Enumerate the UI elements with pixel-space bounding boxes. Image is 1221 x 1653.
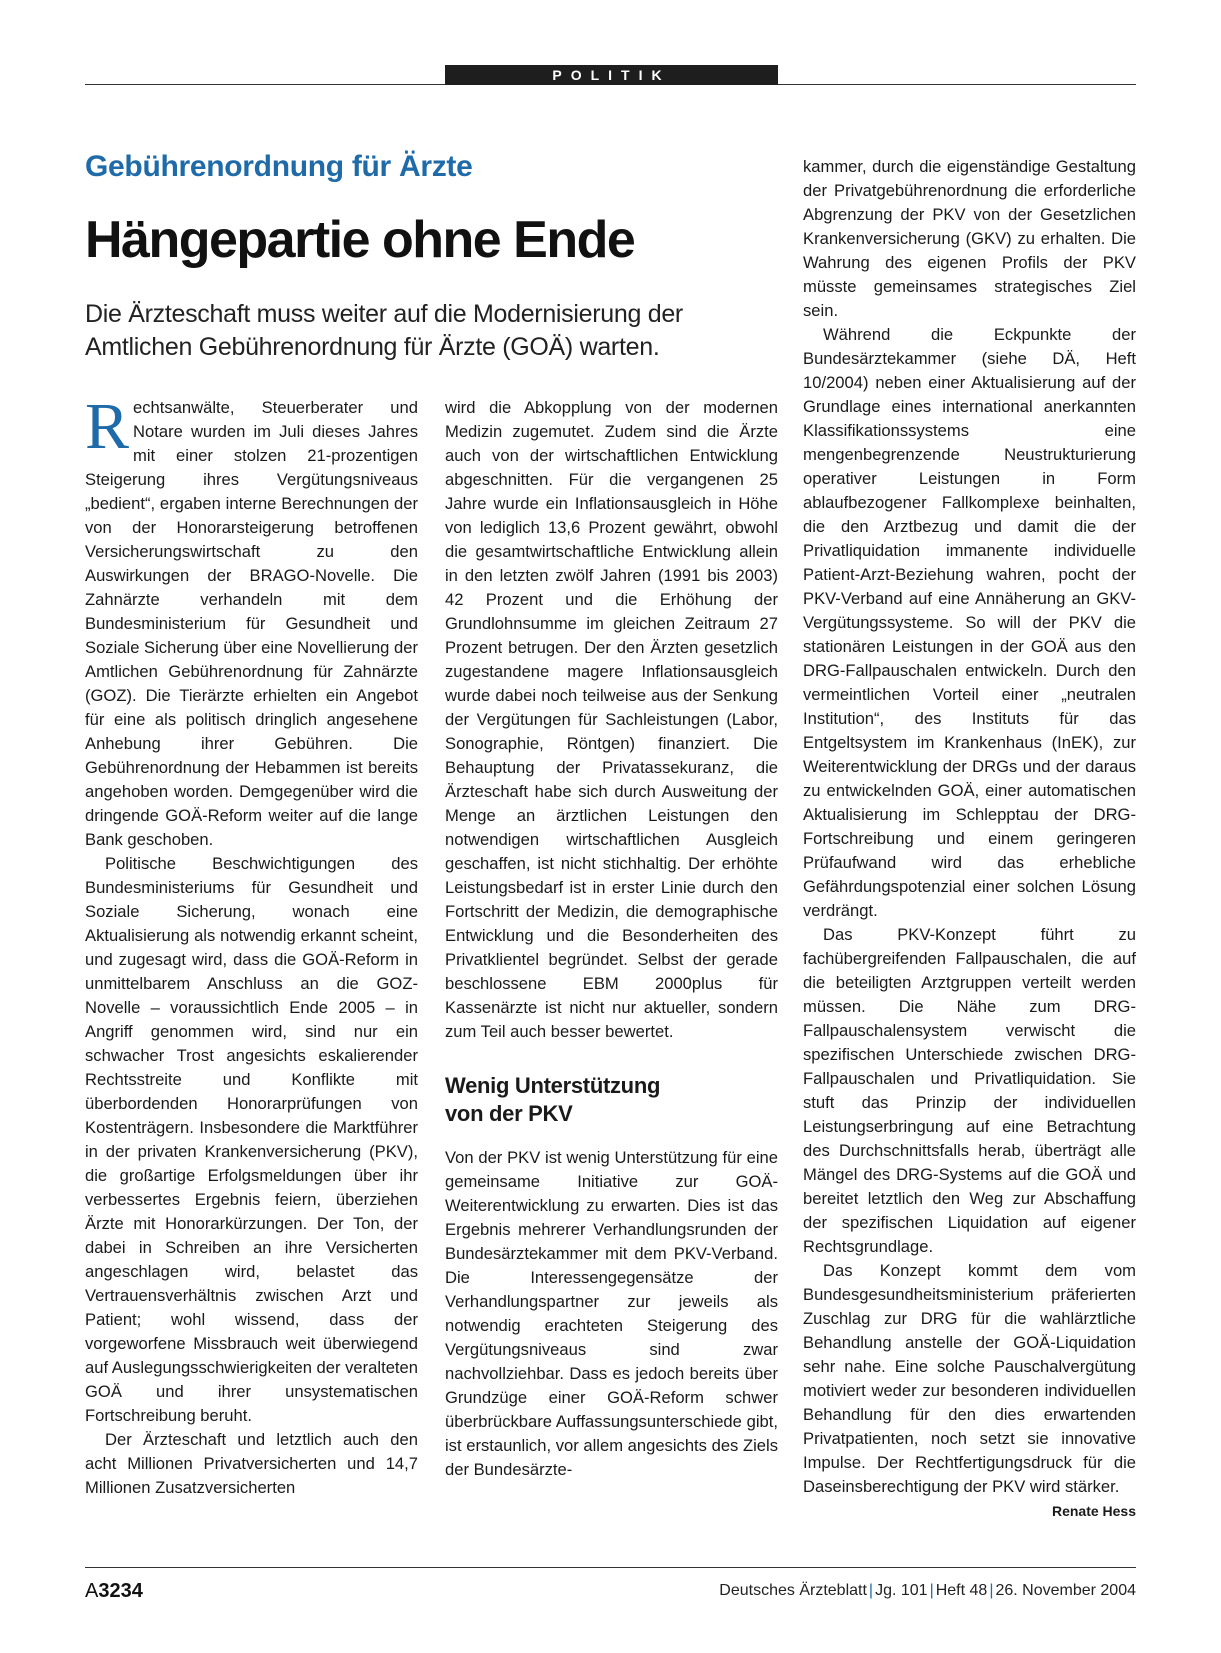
text-column-3 bbox=[803, 155, 1136, 1523]
paragraph: Das PKV-Konzept führt zu fachübergreifenden Fallpauschalen, die auf die beteiligten Arztgruppen verteilt werden müssen. Die Nähe zum DRG-Fallpauschalensystem verwischt die spezifischen Unterschiede zwischen DRG-Fallpauschalen und Privatliquidation. Sie stuft das Prinzip der individuellen Leistungserbringung auf eine Betrachtung des Durchschnittsfalls herab, überträgt alle Mängel des DRG-Systems auf die GOÄ und bereitet letztlich den Weg zur Abschaffung der spezifischen Liquidation auf eigener Rechtsgrundlage. bbox=[803, 925, 1136, 1256]
paragraph: kammer, durch die eigenständige Gestaltung der Privatgebührenordnung die erforderliche Abgrenzung der PKV von der Gesetzlichen Krankenversicherung (GKV) zu erhalten. Die Wahrung des eigenen Profils der PKV müsste gemeinsames strategisches Ziel sein. bbox=[803, 157, 1136, 320]
volume: Jg. 101 bbox=[875, 1582, 928, 1599]
separator: | bbox=[989, 1582, 994, 1599]
article-kicker: Gebührenordnung für Ärzte bbox=[85, 150, 473, 183]
text-column-2 bbox=[445, 396, 778, 1482]
issue-date: 26. November 2004 bbox=[995, 1582, 1136, 1599]
paragraph bbox=[803, 1259, 1136, 1519]
page-number bbox=[85, 1580, 143, 1603]
paragraph: Von der PKV ist wenig Unterstützung für eine gemeinsame Initiative zur GOÄ-Weiterentwicklung zu erwarten. Dies ist das Ergebnis mehrerer Verhandlungsrunden der Bundesärztekammer mit dem PKV-Verband. Die Interessengegensätze der Verhandlungspartner zur jeweils als notwendig erachteten Steigerung des Vergütungsniveaus sind zwar nachvollziehbar. Dass es jedoch bereits über Grundzüge einer GOÄ-Reform schwer überbrückbare Auffassungsunterschiede gibt, ist erstaunlich, vor allem angesichts des Ziels der Bundesärzte- bbox=[445, 1148, 778, 1479]
subheading-line: Wenig Unterstützung bbox=[445, 1073, 661, 1098]
text-column-1 bbox=[85, 390, 419, 1500]
paragraph: Politische Beschwichtigungen des Bundesministeriums für Gesundheit und Soziale Sicherung, wonach eine Aktualisierung als notwendig erkannt scheint, und zugesagt wird, dass die GOÄ-Reform in unmittelbarem Anschluss an die GOZ-Novelle – voraussichtlich Ende 2005 – in Angriff genommen wird, sind nur ein schwacher Trost angesichts eskalierender Rechtsstreite und Konflikte mit überbordenden Honorarprüfungen von Kostenträgern. Insbesondere die Marktführer in der privaten Krankenversicherung (PKV), die großartige Erfolgsmeldungen über ihr verbessertes Ergebnis feiern, überziehen Ärzte mit Honorarkürzungen. Der Ton, der dabei in Schreiben an ihre Versicherten angeschlagen wird, belastet das Vertrauensverhältnis zwischen Arzt und Patient; wohl wissend, dass der vorgeworfene Missbrauch weit überwiegend auf Auslegungsschwierigkeiten der veralteten GOÄ und ihrer unsystematischen Fortschreibung beruht. bbox=[85, 854, 419, 1425]
journal-name: Deutsches Ärzteblatt bbox=[719, 1582, 867, 1599]
section-label: POLITIK bbox=[445, 65, 778, 85]
paragraph-text: echtsanwälte, Steuerberater und Notare wurden im Juli dieses Jahres mit einer stolzen 21-prozentigen Steigerung ihres Vergütungsniveaus „bedient“, ergaben interne Berechnungen der von der Honorarsteigerung betroffenen Versicherungswirtschaft zu den Auswirkungen der BRAGO-Novelle. Die Zahnärzte verhandeln mit dem Bundesministerium für Gesundheit und Soziale Sicherung über eine Novellierung der Amtlichen Gebührenordnung für Zahnärzte (GOZ). Die Tierärzte erhielten ein Angebot für eine als politisch dringlich angesehene Anhebung ihrer Gebühren. Die Gebührenordnung der Hebammen ist bereits angehoben worden. Demgegenüber wird die dringende GOÄ-Reform weiter auf die lange Bank geschoben. bbox=[85, 398, 419, 849]
issue: Heft 48 bbox=[935, 1582, 988, 1599]
paragraph-text: Das Konzept kommt dem vom Bundesgesundheitsministerium präferierten Zuschlag zur DRG für die wahlärztliche Behandlung anstelle der GOÄ-Liquidation sehr nahe. Eine solche Pauschalvergütung motiviert weder zur besonderen individuellen Behandlung für den dies erwartenden Privatpatienten, noch setzt sie innovative Impulse. Der Rechtfertigungsdruck für die Daseinsberechtigung der PKV wird stärker. bbox=[803, 1261, 1136, 1496]
paragraph: wird die Abkopplung von der modernen Medizin zugemutet. Zudem sind die Ärzte auch von der wirtschaftlichen Entwicklung abgeschnitten. Für die vergangenen 25 Jahre wurde ein Inflationsausgleich in Höhe von lediglich 13,6 Prozent gewährt, obwohl die gesamtwirtschaftliche Entwicklung allein in den letzten zwölf Jahren (1991 bis 2003) 42 Prozent und die Erhöhung der Grundlohnsumme im gleichen Zeitraum 27 Prozent betrugen. Der den Ärzten gesetzlich zugestandene magere Inflationsausgleich wurde dabei noch teilweise aus der Senkung der Vergütungen für Sachleistungen (Labor, Sonographie, Röntgen) finanziert. Die Behauptung der Privatassekuranz, die Ärzteschaft habe sich durch Ausweitung der Menge an ärztlichen Leistungen den notwendigen wirtschaftlichen Ausgleich geschaffen, ist nicht stichhaltig. Der erhöhte Leistungsbedarf ist in erster Linie durch den Fortschritt der Medizin, die demographische Entwicklung und die Besonderheiten des Privatklientel begründet. Selbst der gerade beschlossene EBM 2000plus für Kassenärzte ist nicht nur aktueller, sondern zum Teil auch besser bewertet. bbox=[445, 398, 778, 1041]
paragraph: Der Ärzteschaft und letztlich auch den acht Millionen Privatversicherten und 14,7 Millionen Zusatzversicherten bbox=[85, 1430, 418, 1497]
paragraph: Während die Eckpunkte der Bundesärztekammer (siehe DÄ, Heft 10/2004) neben einer Aktualisierung auf der Grundlage eines international anerkannten Klassifikationssystems eine mengenbegrenzende Neustrukturierung operativer Leistungen in Form ablaufbezogener Fallkomplexe beinhalten, die den Arztbezug und damit die der Privatliquidation immanente individuelle Patient-Arzt-Beziehung wahren, pocht der PKV-Verband auf eine Annäherung an GKV-Vergütungssysteme. So will der PKV die stationären Leistungen in der GOÄ aus den DRG-Fallpauschalen entwickeln. Durch den vermeintlichen Vorteil einer „neutralen Institution“, des Instituts für das Entgeltsystem im Krankenhaus (InEK), zur Weiterentwicklung der DRGs und der daraus zu entwickelnden GOÄ, einer automatischen Aktualisierung im Schlepptau der DRG-Fortschreibung und einem geringeren Prüfaufwand wird das erhebliche Gefährdungspotenzial einer solchen Lösung verdrängt. bbox=[803, 325, 1136, 920]
page-prefix: A bbox=[85, 1580, 99, 1602]
footer-rule bbox=[85, 1567, 1136, 1568]
journal-info bbox=[719, 1582, 1136, 1600]
page-number-value: 3234 bbox=[98, 1580, 143, 1602]
drop-cap: R bbox=[85, 390, 130, 463]
subheading-line: von der PKV bbox=[445, 1101, 573, 1126]
author-name: Renate Hess bbox=[1051, 1503, 1136, 1519]
article-headline: Hängepartie ohne Ende bbox=[85, 211, 635, 269]
subheading bbox=[445, 1072, 778, 1128]
article-lead: Die Ärzteschaft muss weiter auf die Modernisierung der Amtlichen Gebührenordnung für Ärzte (GOÄ) warten. bbox=[85, 300, 683, 361]
paragraph bbox=[85, 390, 419, 852]
separator: | bbox=[868, 1582, 874, 1599]
separator: | bbox=[929, 1582, 934, 1599]
